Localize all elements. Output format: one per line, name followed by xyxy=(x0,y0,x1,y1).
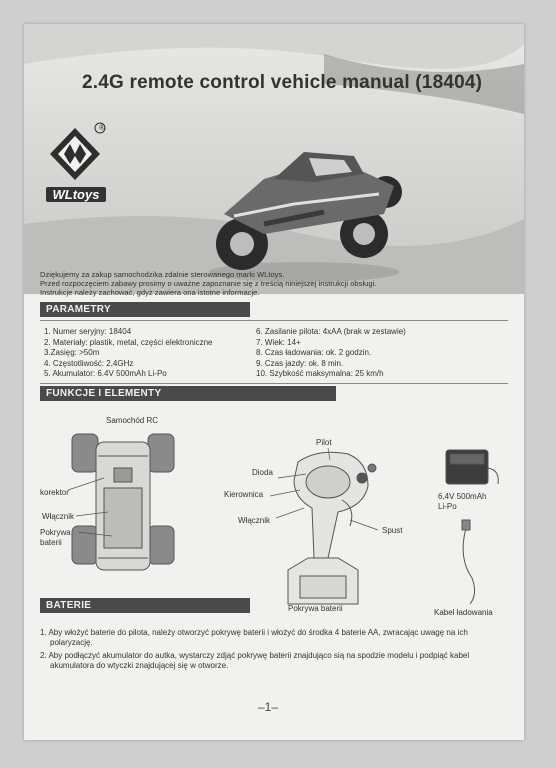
section-heading-parametry: PARAMETRY xyxy=(40,302,250,317)
intro-line: Dziękujemy za zakup samochodzika zdalnie sterowanego marki WLtoys. xyxy=(40,270,285,279)
parameter-item: 4. Częstotliwość: 2,4GHz xyxy=(44,358,134,368)
battery-instructions xyxy=(40,628,480,674)
parameter-item: 2. Materiały: plastik, metal, części elektroniczne xyxy=(44,337,213,347)
parameter-item: 1. Numer seryjny: 18404 xyxy=(44,327,132,336)
section-heading-baterie: BATERIE xyxy=(40,598,250,613)
parameters-box xyxy=(40,320,508,384)
label-trigger: Spust xyxy=(382,526,403,535)
parameter-item: 5. Akumulator: 6.4V 500mAh Li-Po xyxy=(44,369,167,378)
battery-instruction-item: 1. Aby włożyć baterie do pilota, należy otworzyć pokrywę baterii i włożyć do środka 4 baterie AA, zwracając uwagę na ich polaryzację. xyxy=(40,628,468,647)
parameter-item: 8. Czas ładowania: ok. 2 godzin. xyxy=(256,348,372,357)
parameter-item: 9. Czas jazdy: ok. 8 min. xyxy=(256,358,344,368)
label-rc-car: Samochód RC xyxy=(106,416,159,425)
battery-pack-drawing xyxy=(446,450,498,484)
parameter-item: 7. Wiek: 14+ xyxy=(256,337,301,347)
parameter-item: 3.Zasięg: >50m xyxy=(44,348,100,357)
label-battery-cover-car-line2: baterii xyxy=(40,538,62,547)
label-steering-wheel: Kierownica xyxy=(224,490,264,499)
intro-line: Przed rozpoczęciem zabawy prosimy o uważne zapoznanie się z treścią niniejszej instrukcji obsługi. xyxy=(40,279,377,288)
charging-cable-drawing xyxy=(462,520,475,604)
label-remote: Pilot xyxy=(316,438,332,447)
intro-line: Instrukcje należy zachować, gdyż zawiera ona istotne informacje. xyxy=(40,288,260,297)
label-korektor: korektor xyxy=(40,488,69,497)
intro-text xyxy=(40,270,510,297)
label-battery-line2: Li-Po xyxy=(438,502,457,511)
manual-page xyxy=(24,24,524,740)
brand-name: WLtoys xyxy=(46,187,106,202)
registered-mark: ® xyxy=(99,123,105,132)
components-diagram xyxy=(38,408,510,617)
parameters-right-column xyxy=(256,327,406,380)
label-remote-switch: Włącznik xyxy=(238,516,271,525)
parameters-left-column xyxy=(44,327,213,380)
section-heading-funkcje: FUNKCJE I ELEMENTY xyxy=(40,386,336,401)
car-top-view xyxy=(72,434,174,570)
label-battery: 6,4V 500mAh xyxy=(438,492,487,501)
label-battery-cover-remote: Pokrywa baterii xyxy=(288,604,343,613)
label-battery-cover-car: Pokrywa xyxy=(40,528,71,537)
rc-car-photo xyxy=(204,134,404,284)
manual-title: 2.4G remote control vehicle manual (18404) xyxy=(82,72,483,93)
parameter-item: 6. Zasilanie pilota: 4xAA (brak w zestawie) xyxy=(256,327,406,336)
battery-instruction-item: 2. Aby podłączyć akumulator do autka, wystarczy zdjąć pokrywę baterii znajdująco sią na spodzie modelu i podpiąć kabel akumulatora do wtyczki znajdującej się w otworze. xyxy=(40,651,470,670)
parameter-item: 10. Szybkość maksymalna: 25 km/h xyxy=(256,369,384,378)
page-number: –1– xyxy=(258,700,279,714)
label-car-switch: Włącznik xyxy=(42,512,75,521)
label-diode: Dioda xyxy=(252,468,273,477)
label-charging-cable: Kabel ładowania xyxy=(434,608,493,617)
